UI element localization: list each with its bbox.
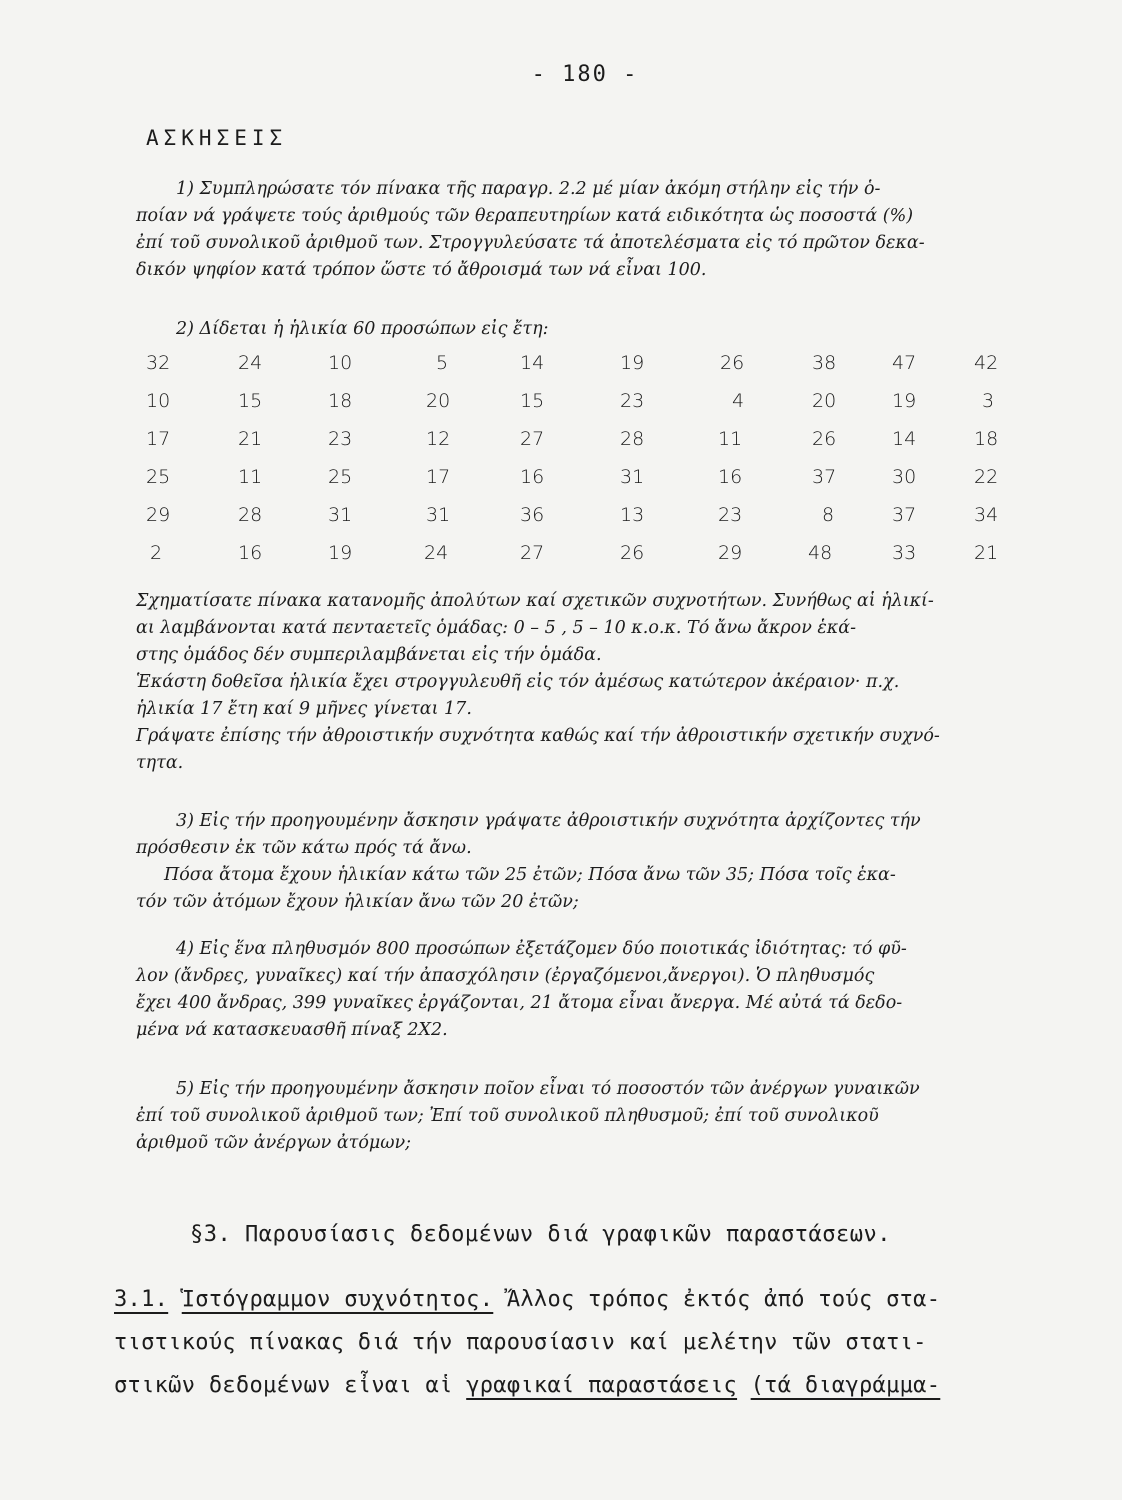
exercise-1 [136, 176, 1026, 284]
table-cell: 38 [812, 352, 837, 374]
table-cell: 25 [328, 466, 353, 488]
table-cell: 33 [892, 542, 917, 564]
table-row [146, 428, 1006, 466]
table-cell: 23 [328, 428, 353, 450]
table-cell: 31 [620, 466, 645, 488]
table-cell: 47 [892, 352, 917, 374]
table-cell: 16 [520, 466, 545, 488]
text-line [114, 1364, 1024, 1407]
table-cell: 23 [718, 504, 743, 526]
table-row [146, 504, 1006, 542]
table-cell: 42 [974, 352, 999, 374]
exercises-heading: ΑΣΚΗΣΕΙΣ [146, 126, 288, 150]
table-row [146, 466, 1006, 504]
table-cell: 30 [892, 466, 917, 488]
table-cell: 24 [424, 542, 449, 564]
text-line [114, 1278, 1024, 1321]
table-cell: 17 [146, 428, 171, 450]
table-cell: 21 [238, 428, 263, 450]
table-cell: 23 [620, 390, 645, 412]
table-cell: 21 [974, 542, 999, 564]
table-cell: 28 [238, 504, 263, 526]
table-cell: 4 [732, 390, 745, 412]
table-cell: 36 [520, 504, 545, 526]
table-cell: 26 [720, 352, 745, 374]
table-cell: 17 [426, 466, 451, 488]
table-cell: 13 [620, 504, 645, 526]
text-line: τόν τῶν ἀτόμων ἔχουν ἡλικίαν ἄνω τῶν 20 ἐτῶν; [136, 892, 579, 912]
text-line: ἔχει 400 ἄνδρας, 399 γυναῖκες ἐργάζονται, 21 ἄτομα εἶναι ἄνεργα. Μέ αὐτά τά δεδο- [136, 993, 903, 1013]
text-line: μένα νά κατασκευασθῆ πίναξ 2Χ2. [136, 1020, 448, 1040]
table-cell: 22 [974, 466, 999, 488]
table-cell: 34 [974, 504, 999, 526]
table-cell: 11 [718, 428, 743, 450]
exercise-4 [136, 936, 1026, 1044]
table-row [146, 352, 1006, 390]
table-cell: 31 [426, 504, 451, 526]
text-fragment: (τά διαγράμμα- [750, 1373, 941, 1398]
text-line: Γράψατε ἐπίσης τήν ἀθροιστικήν συχνότητα καθώς καί τήν ἀθροιστικήν σχετικήν συχνό- [136, 726, 940, 746]
table-cell: 15 [520, 390, 545, 412]
text-fragment: στικῶν δεδομένων εἶναι αἱ [114, 1373, 453, 1398]
subsection-title: Ἱστόγραμμον συχνότητος. [181, 1287, 494, 1312]
table-cell: 3 [982, 390, 995, 412]
text-line: στης ὁμάδος δέν συμπεριλαμβάνεται εἰς τήν ὁμάδα. [136, 645, 602, 665]
underlined-term: γραφικαί παραστάσεις [466, 1373, 738, 1398]
table-cell: 19 [892, 390, 917, 412]
text-line: ἀριθμοῦ τῶν ἀνέργων ἀτόμων; [136, 1133, 412, 1153]
table-cell: 14 [520, 352, 545, 374]
table-cell: 2 [150, 542, 163, 564]
text-line: ἡλικία 17 ἔτη καί 9 μῆνες γίνεται 17. [136, 699, 472, 719]
table-cell: 32 [146, 352, 171, 374]
table-cell: 16 [718, 466, 743, 488]
text-line: πρόσθεσιν ἐκ τῶν κάτω πρός τά ἄνω. [136, 838, 472, 858]
text-line: 2) Δίδεται ἡ ἡλικία 60 προσώπων εἰς ἔτη: [176, 319, 549, 339]
exercise-5 [136, 1076, 1026, 1157]
table-cell: 20 [426, 390, 451, 412]
exercise-3 [136, 808, 1026, 916]
text-line: τιστικούς πίνακας διά τήν παρουσίασιν καί μελέτην τῶν στατι- [114, 1330, 927, 1355]
text-fragment: Ἄλλος τρόπος ἐκτός ἀπό τούς στα- [506, 1287, 941, 1312]
table-cell: 8 [822, 504, 835, 526]
table-cell: 16 [238, 542, 263, 564]
section-title: §3. Παρουσίασις δεδομένων διά γραφικῶν παραστάσεων. [190, 1222, 892, 1247]
table-cell: 29 [718, 542, 743, 564]
table-cell: 5 [436, 352, 449, 374]
table-cell: 26 [620, 542, 645, 564]
table-cell: 27 [520, 428, 545, 450]
table-cell: 48 [808, 542, 833, 564]
text-line: Σχηματίσατε πίνακα κατανομῆς ἀπολύτων καί σχετικῶν συχνοτήτων. Συνήθως αἱ ἡλικί- [136, 591, 934, 611]
table-cell: 18 [974, 428, 999, 450]
text-line: αι λαμβάνονται κατά πενταετεῖς ὁμάδας: 0 – 5 , 5 – 10 κ.ο.κ. Τό ἄνω ἄκρον ἑκά- [136, 618, 856, 638]
table-cell: 24 [238, 352, 263, 374]
table-cell: 26 [812, 428, 837, 450]
table-cell: 25 [146, 466, 171, 488]
table-cell: 15 [238, 390, 263, 412]
section-3-1 [114, 1278, 1024, 1407]
text-line: τητα. [136, 753, 184, 773]
table-row [146, 542, 1006, 580]
subsection-number: 3.1. [114, 1287, 169, 1312]
text-line: ἐπί τοῦ συνολικοῦ ἀριθμοῦ των. Στρογγυλεύσατε τά ἀποτελέσματα εἰς τό πρῶτον δεκα- [136, 233, 925, 253]
page-number: - 180 - [531, 62, 639, 87]
table-cell: 10 [146, 390, 171, 412]
text-line: 5) Εἰς τήν προηγουμένην ἄσκησιν ποῖον εἶναι τό ποσοστόν τῶν ἀνέργων γυναικῶν [176, 1079, 920, 1099]
text-line: ποίαν νά γράψετε τούς ἀριθμούς τῶν θεραπευτηρίων κατά ειδικότητα ὡς ποσοστά (%) [136, 206, 914, 226]
table-cell: 31 [328, 504, 353, 526]
ages-table [146, 352, 1006, 580]
table-cell: 11 [238, 466, 263, 488]
table-cell: 12 [426, 428, 451, 450]
text-line: δικόν ψηφίον κατά τρόπον ὥστε τό ἄθροισμά των νά εἶναι 100. [136, 260, 707, 280]
table-cell: 28 [620, 428, 645, 450]
table-cell: 29 [146, 504, 171, 526]
table-cell: 37 [892, 504, 917, 526]
text-line: Πόσα ἄτομα ἔχουν ἡλικίαν κάτω τῶν 25 ἐτῶν; Πόσα ἄνω τῶν 35; Πόσα τοῖς ἑκα- [164, 865, 896, 885]
table-cell: 19 [620, 352, 645, 374]
table-cell: 20 [812, 390, 837, 412]
table-cell: 14 [892, 428, 917, 450]
text-line: λον (ἄνδρες, γυναῖκες) καί τήν ἀπασχόλησιν (ἐργαζόμενοι,ἄνεργοι). Ὁ πληθυσμός [136, 966, 875, 986]
text-line: 4) Εἰς ἕνα πληθυσμόν 800 προσώπων ἐξετάζομεν δύο ποιοτικάς ἰδιότητας: τό φῦ- [176, 939, 907, 959]
text-line: Ἑκάστη δοθεῖσα ἡλικία ἔχει στρογγυλευθῆ εἰς τόν ἀμέσως κατώτερον ἀκέραιον· π.χ. [136, 672, 900, 692]
exercise-2-intro [136, 316, 1026, 343]
table-cell: 18 [328, 390, 353, 412]
table-cell: 19 [328, 542, 353, 564]
table-cell: 27 [520, 542, 545, 564]
text-line: ἐπί τοῦ συνολικοῦ ἀριθμοῦ των; Ἐπί τοῦ συνολικοῦ πληθυσμοῦ; ἐπί τοῦ συνολικοῦ [136, 1106, 879, 1126]
text-line: 1) Συμπληρώσατε τόν πίνακα τῆς παραγρ. 2.2 μέ μίαν ἀκόμη στήλην εἰς τήν ὁ- [176, 179, 881, 199]
table-cell: 37 [812, 466, 837, 488]
text-line: 3) Εἰς τήν προηγουμένην ἄσκησιν γράψατε ἀθροιστικήν συχνότητα ἀρχίζοντες τήν [176, 811, 921, 831]
table-cell: 10 [328, 352, 353, 374]
table-row [146, 390, 1006, 428]
exercise-2-text [136, 588, 1026, 777]
